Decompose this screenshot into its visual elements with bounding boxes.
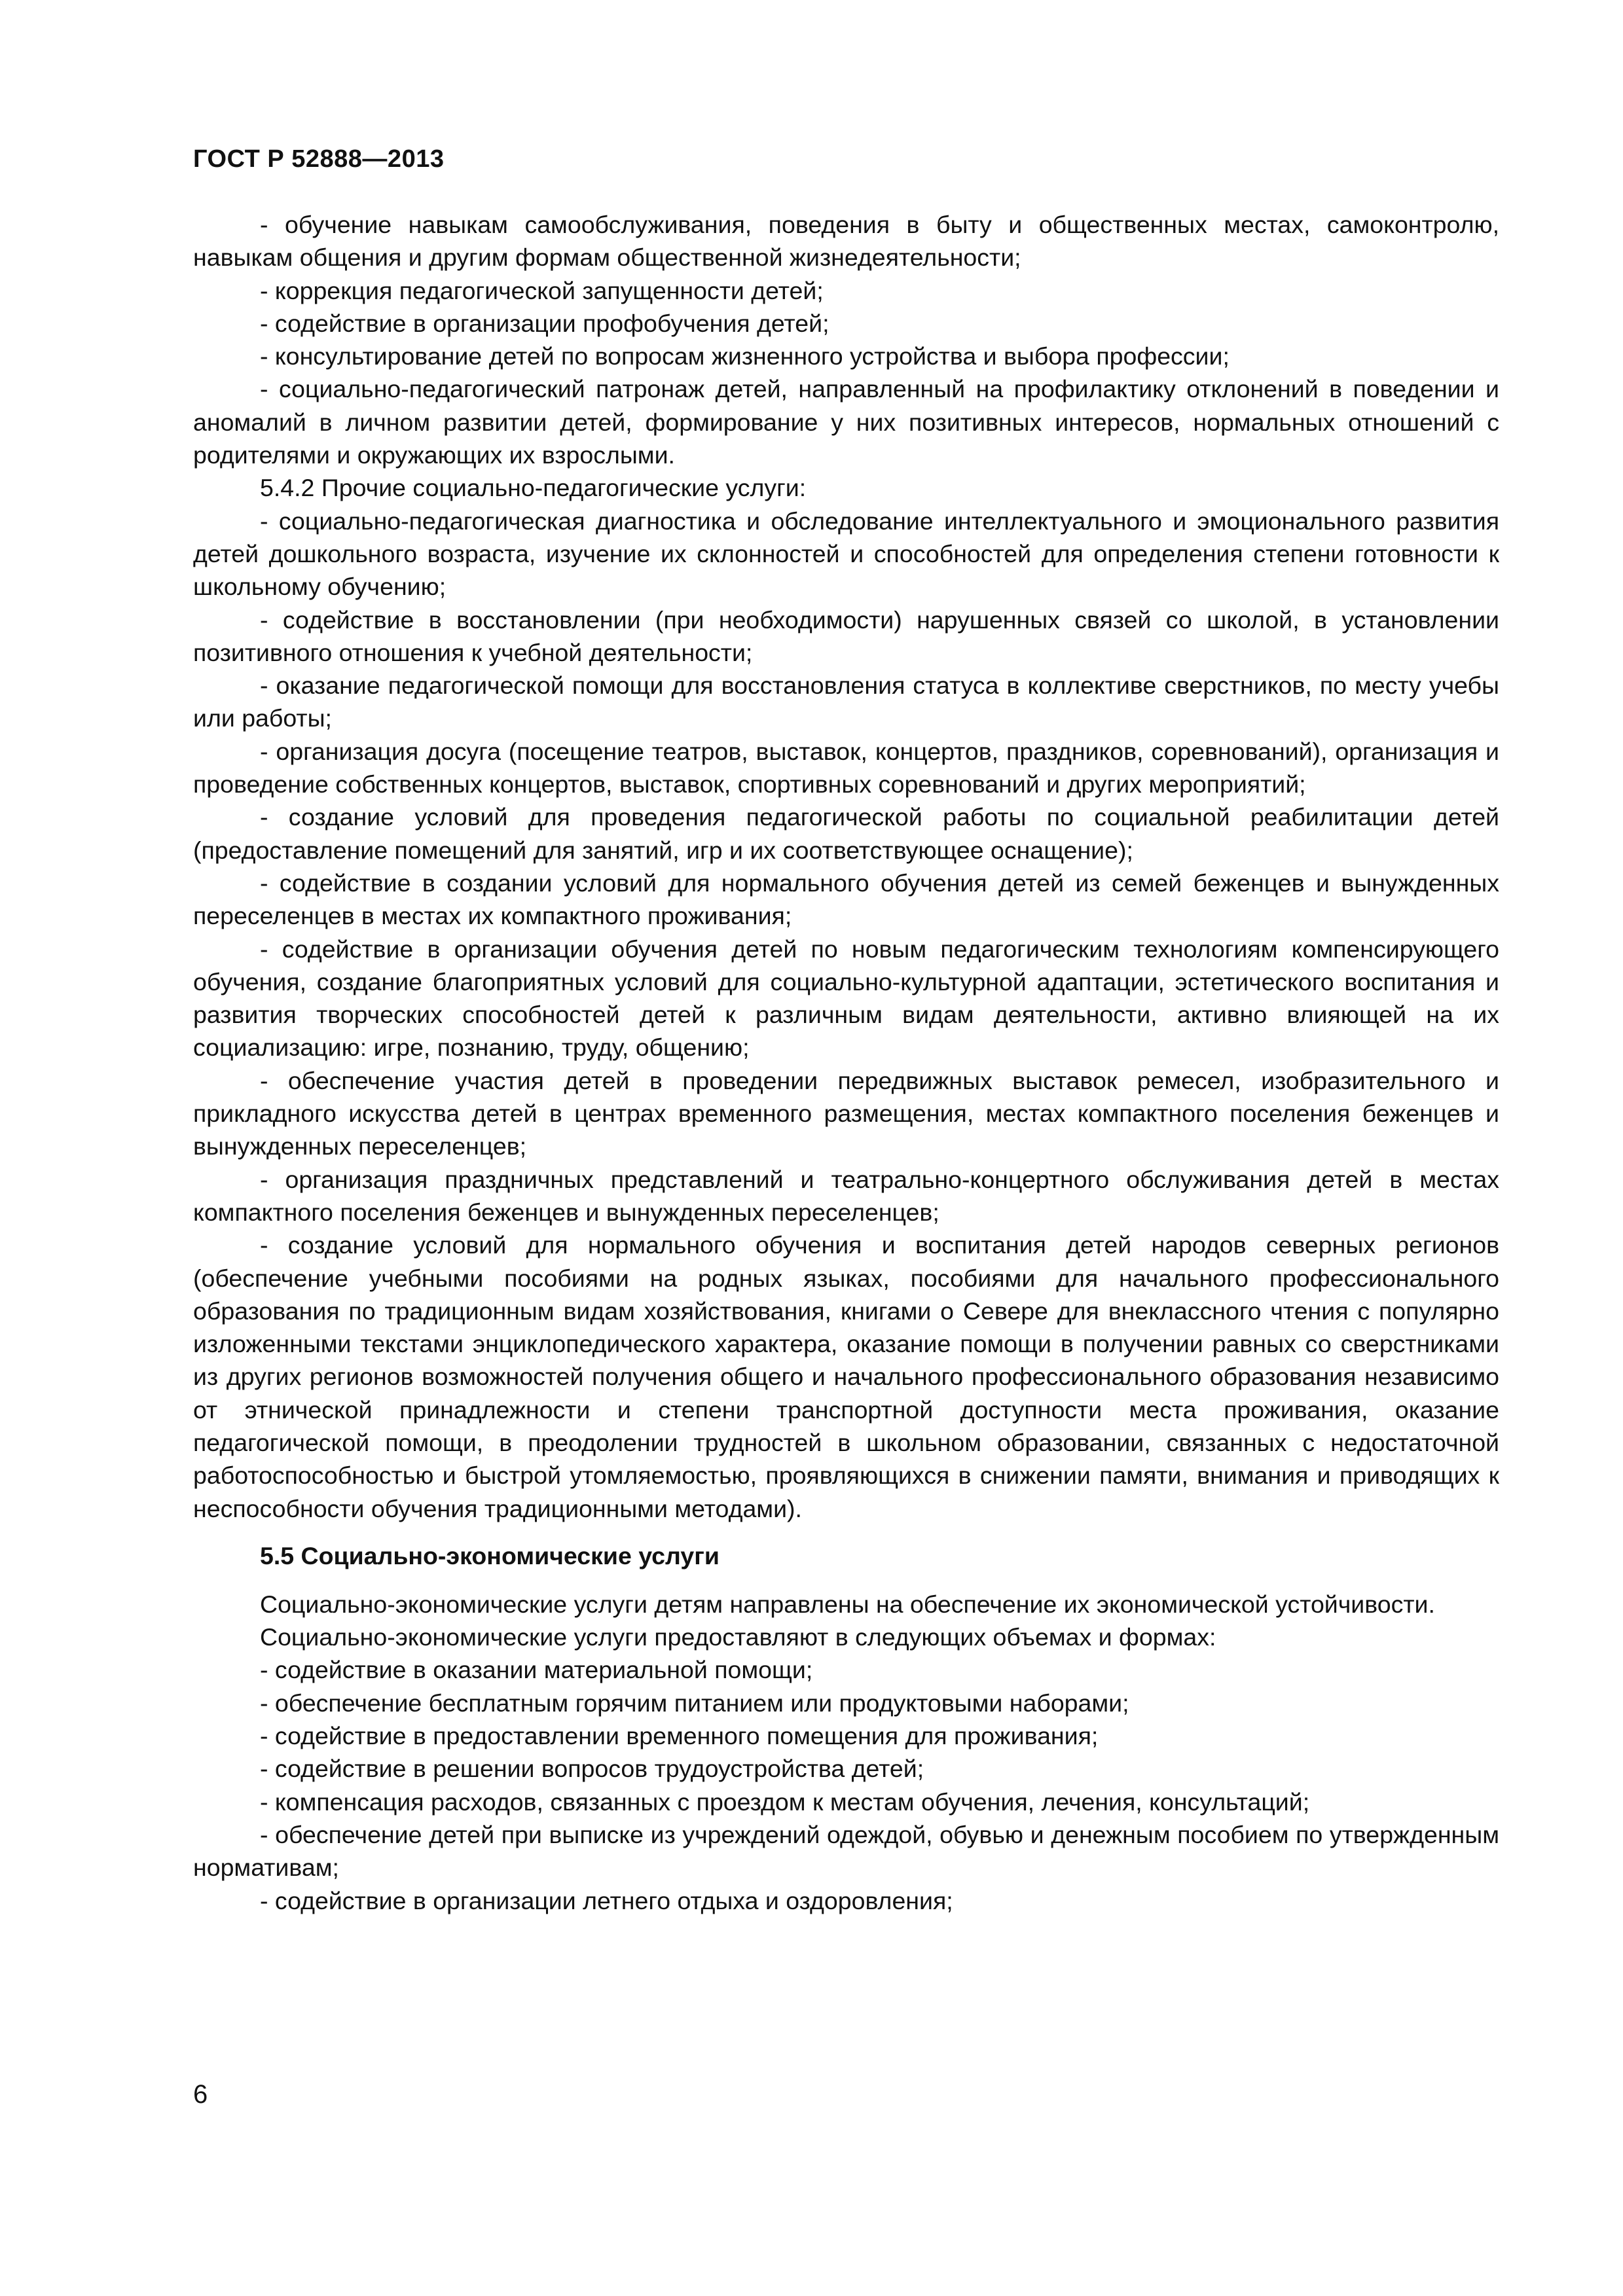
paragraph: - содействие в организации обучения детей по новым педагогическим технологиям компенсирующего обучения, создание благоприятных условий для социально-культурной адаптации, эстетического воспитания и развития творческих способностей детей к различным видам деятельности, активно влияющей на их социализацию: игре, познанию, труду, общению; bbox=[193, 935, 1499, 1062]
paragraph: - содействие в восстановлении (при необходимости) нарушенных связей со школой, в установлении позитивного отношения к учебной деятельности; bbox=[193, 605, 1499, 666]
section-heading: 5.5 Социально-экономические услуги bbox=[260, 1541, 720, 1570]
paragraph: Социально-экономические услуги предоставляют в следующих объемах и формах: bbox=[260, 1623, 1216, 1651]
paragraph: - обучение навыкам самообслуживания, поведения в быту и общественных местах, самоконтролю, навыкам общения и другим формам общественной жизнедеятельности; bbox=[193, 211, 1499, 272]
paragraph: - компенсация расходов, связанных с проездом к местам обучения, лечения, консультаций; bbox=[260, 1787, 1310, 1816]
paragraph: - организация досуга (посещение театров, выставок, концертов, праздников, соревнований), организация и проведение собственных концертов, выставок, спортивных соревнований и других мероприятий; bbox=[193, 737, 1499, 798]
paragraph: - содействие в оказании материальной помощи; bbox=[260, 1656, 813, 1684]
document-body bbox=[193, 208, 1499, 1917]
paragraph: - содействие в организации профобучения детей; bbox=[260, 309, 830, 337]
paragraph: - социально-педагогический патронаж детей, направленный на профилактику отклонений в поведении и аномалий в личном развитии детей, формирование у них позитивных интересов, нормальных отношений с родителями и окружающих их взрослыми. bbox=[193, 375, 1499, 469]
paragraph: - организация праздничных представлений и театрально-концертного обслуживания детей в местах компактного поселения беженцев и вынужденных переселенцев; bbox=[193, 1165, 1499, 1226]
paragraph: - обеспечение бесплатным горячим питанием или продуктовыми наборами; bbox=[260, 1689, 1129, 1717]
document-header: ГОСТ Р 52888—2013 bbox=[193, 145, 445, 173]
paragraph: - обеспечение участия детей в проведении передвижных выставок ремесел, изобразительного и прикладного искусства детей в центрах временного размещения, местах компактного поселения беженцев и вынужденных переселенцев; bbox=[193, 1066, 1499, 1160]
page-number: 6 bbox=[193, 2080, 208, 2109]
paragraph: - содействие в предоставлении временного помещения для проживания; bbox=[260, 1722, 1099, 1750]
paragraph: - содействие в организации летнего отдыха и оздоровления; bbox=[260, 1886, 953, 1914]
paragraph: - содействие в создании условий для нормального обучения детей из семей беженцев и вынужденных переселенцев в местах их компактного проживания; bbox=[193, 869, 1499, 930]
paragraph: Социально-экономические услуги детям направлены на обеспечение их экономической устойчивости. bbox=[260, 1590, 1435, 1618]
paragraph: - обеспечение детей при выписке из учреждений одеждой, обувью и денежным пособием по утвержденным нормативам; bbox=[193, 1820, 1499, 1882]
paragraph: - создание условий для проведения педагогической работы по социальной реабилитации детей (предоставление помещений для занятий, игр и их соответствующее оснащение); bbox=[193, 803, 1499, 864]
paragraph: - создание условий для нормального обучения и воспитания детей народов северных регионов (обеспечение учебными пособиями на родных языках, пособиями для начального профессионального образования по традиционным видам хозяйствования, книгами о Севере для внеклассного чтения с популярно изложенными текстами энциклопедического характера, оказание помощи в получении равных со сверстниками из других регионов возможностей получения общего и начального профессионального образования независимо от этнической принадлежности и степени транспортной доступности места проживания, оказание педагогической помощи, в преодолении трудностей в школьном образовании, связанных с недостаточной работоспособностью и быстрой утомляемостью, проявляющихся в снижении памяти, внимания и приводящих к неспособности обучения традиционными методами). bbox=[193, 1231, 1499, 1522]
paragraph: - консультирование детей по вопросам жизненного устройства и выбора профессии; bbox=[260, 342, 1230, 370]
paragraph: - оказание педагогической помощи для восстановления статуса в коллективе сверстников, по месту учебы или работы; bbox=[193, 672, 1499, 732]
paragraph: - социально-педагогическая диагностика и обследование интеллектуального и эмоционального развития детей дошкольного возраста, изучение их склонностей и способностей для определения степени готовности к школьному обучению; bbox=[193, 507, 1499, 601]
paragraph: - коррекция педагогической запущенности детей; bbox=[260, 276, 824, 304]
subsection-title: 5.4.2 Прочие социально-педагогические услуги: bbox=[260, 474, 807, 502]
paragraph: - содействие в решении вопросов трудоустройства детей; bbox=[260, 1755, 924, 1783]
